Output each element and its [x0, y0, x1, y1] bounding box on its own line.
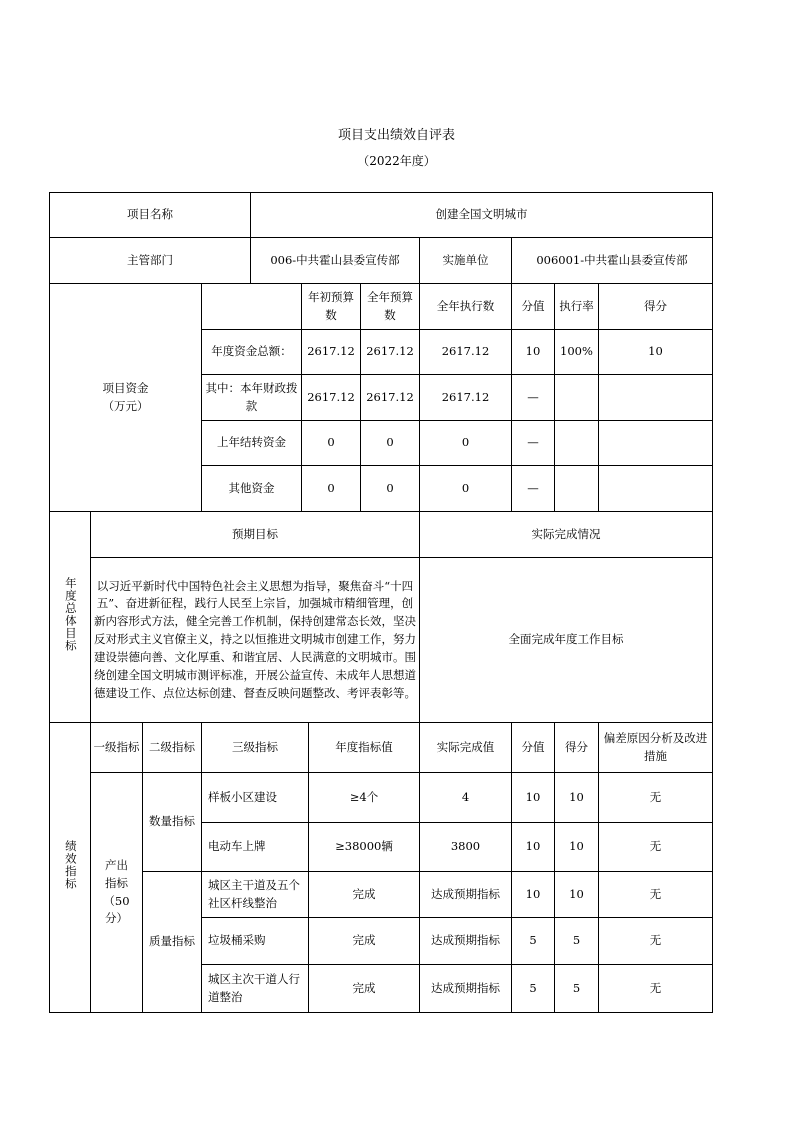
indicator-row	[50, 872, 713, 918]
indicator-actual: 达成预期指标	[420, 965, 512, 1013]
header-target: 年度指标值	[309, 723, 420, 773]
department-row	[50, 238, 713, 284]
indicator-score: 5	[555, 965, 599, 1013]
funds-label-line1: 项目资金	[102, 380, 149, 395]
level2-quantity: 数量指标	[143, 773, 202, 872]
unit-value: 006001-中共霍山县委宣传部	[512, 238, 713, 284]
indicator-name: 电动车上牌	[202, 823, 309, 872]
indicator-name: 城区主干道及五个社区杆线整治	[202, 872, 309, 918]
goals-header-row	[50, 512, 713, 558]
indicator-weight: 10	[512, 773, 555, 823]
funds-header-row	[50, 284, 713, 330]
indicator-target: ≥38000辆	[309, 823, 420, 872]
expected-goal-header: 预期目标	[91, 512, 420, 558]
level2-quality: 质量指标	[143, 872, 202, 1013]
project-name-label: 项目名称	[50, 193, 251, 238]
indicator-weight: 5	[512, 965, 555, 1013]
fund-name: 上年结转资金	[202, 421, 302, 466]
indicator-actual: 3800	[420, 823, 512, 872]
header-level1: 一级指标	[91, 723, 143, 773]
level1-output: 产出指标（50分）	[91, 773, 143, 1013]
indicator-header-row	[50, 723, 713, 773]
indicator-note: 无	[599, 773, 713, 823]
indicator-actual: 达成预期指标	[420, 872, 512, 918]
header-level3: 三级指标	[202, 723, 309, 773]
header-executed: 全年执行数	[420, 284, 512, 330]
indicator-name: 垃圾桶采购	[202, 918, 309, 965]
expected-goal-text: 以习近平新时代中国特色社会主义思想为指导，聚焦奋斗“十四五”、奋进新征程，践行人民至上宗旨，加强城市精细管理，创新内容形式方法，健全完善工作机制，保持创建常态长效，坚决反对形式主义官僚主义，持之以恒推进文明城市创建工作，努力建设崇德向善、文化厚重、和谐宜居、人民满意的文明城市。围绕创建全国文明城市测评标准，开展公益宣传、未成年人思想道德建设工作、点位达标创建、督查反映问题整改、考评表彰等。	[91, 558, 420, 723]
header-score: 得分	[599, 284, 713, 330]
indicator-note: 无	[599, 965, 713, 1013]
header-exec-rate: 执行率	[555, 284, 599, 330]
funds-header-blank	[202, 284, 302, 330]
funds-label	[50, 284, 202, 512]
indicator-score: 10	[555, 773, 599, 823]
indicator-target: 完成	[309, 965, 420, 1013]
fund-annual: 2617.12	[361, 375, 420, 421]
goals-content-row	[50, 558, 713, 723]
header-annual-budget: 全年预算数	[361, 284, 420, 330]
project-row	[50, 193, 713, 238]
fund-weight: 10	[512, 330, 555, 375]
fund-weight: —	[512, 421, 555, 466]
funds-label-line2: （万元）	[102, 398, 149, 413]
indicator-actual: 4	[420, 773, 512, 823]
fund-name: 年度资金总额：	[202, 330, 302, 375]
fund-score	[599, 466, 713, 512]
indicator-weight: 10	[512, 823, 555, 872]
fund-annual: 2617.12	[361, 330, 420, 375]
indicator-weight: 10	[512, 872, 555, 918]
fund-executed: 0	[420, 466, 512, 512]
fund-rate	[555, 421, 599, 466]
fund-name: 其他资金	[202, 466, 302, 512]
fund-initial: 0	[302, 421, 361, 466]
indicators-label	[50, 723, 91, 1013]
fund-score	[599, 421, 713, 466]
fund-executed: 2617.12	[420, 375, 512, 421]
indicator-target: 完成	[309, 918, 420, 965]
indicator-row	[50, 773, 713, 823]
dept-value: 006-中共霍山县委宣传部	[251, 238, 420, 284]
fund-initial: 2617.12	[302, 330, 361, 375]
fund-initial: 0	[302, 466, 361, 512]
fund-executed: 0	[420, 421, 512, 466]
fund-weight: —	[512, 375, 555, 421]
header-level2: 二级指标	[143, 723, 202, 773]
header-deviation: 偏差原因分析及改进措施	[599, 723, 713, 773]
fund-name: 其中：本年财政拨款	[202, 375, 302, 421]
goals-label	[50, 512, 91, 723]
dept-label: 主管部门	[50, 238, 251, 284]
indicator-score: 5	[555, 918, 599, 965]
indicator-weight: 5	[512, 918, 555, 965]
indicator-note: 无	[599, 872, 713, 918]
self-evaluation-table	[49, 192, 713, 1013]
indicator-target: ≥4个	[309, 773, 420, 823]
indicator-note: 无	[599, 823, 713, 872]
fund-weight: —	[512, 466, 555, 512]
indicators-label-text: 绩效指标	[63, 839, 78, 890]
fund-rate: 100%	[555, 330, 599, 375]
header-weight: 分值	[512, 284, 555, 330]
indicator-actual: 达成预期指标	[420, 918, 512, 965]
header-weight: 分值	[512, 723, 555, 773]
fund-executed: 2617.12	[420, 330, 512, 375]
indicator-note: 无	[599, 918, 713, 965]
goals-label-text: 年度总体目标	[63, 576, 78, 652]
actual-completion-header: 实际完成情况	[420, 512, 713, 558]
fund-rate	[555, 375, 599, 421]
indicator-name: 样板小区建设	[202, 773, 309, 823]
header-score: 得分	[555, 723, 599, 773]
actual-completion-text: 全面完成年度工作目标	[420, 558, 713, 723]
fund-score: 10	[599, 330, 713, 375]
page-title: 项目支出绩效自评表	[337, 128, 455, 143]
indicator-score: 10	[555, 872, 599, 918]
fund-annual: 0	[361, 421, 420, 466]
indicator-name: 城区主次干道人行道整治	[202, 965, 309, 1013]
header-actual: 实际完成值	[420, 723, 512, 773]
unit-label: 实施单位	[420, 238, 512, 284]
fund-score	[599, 375, 713, 421]
indicator-score: 10	[555, 823, 599, 872]
page-subtitle: （2022年度）	[357, 154, 436, 168]
project-name-value: 创建全国文明城市	[251, 193, 713, 238]
fund-annual: 0	[361, 466, 420, 512]
fund-rate	[555, 466, 599, 512]
fund-initial: 2617.12	[302, 375, 361, 421]
header-initial-budget: 年初预算数	[302, 284, 361, 330]
indicator-target: 完成	[309, 872, 420, 918]
